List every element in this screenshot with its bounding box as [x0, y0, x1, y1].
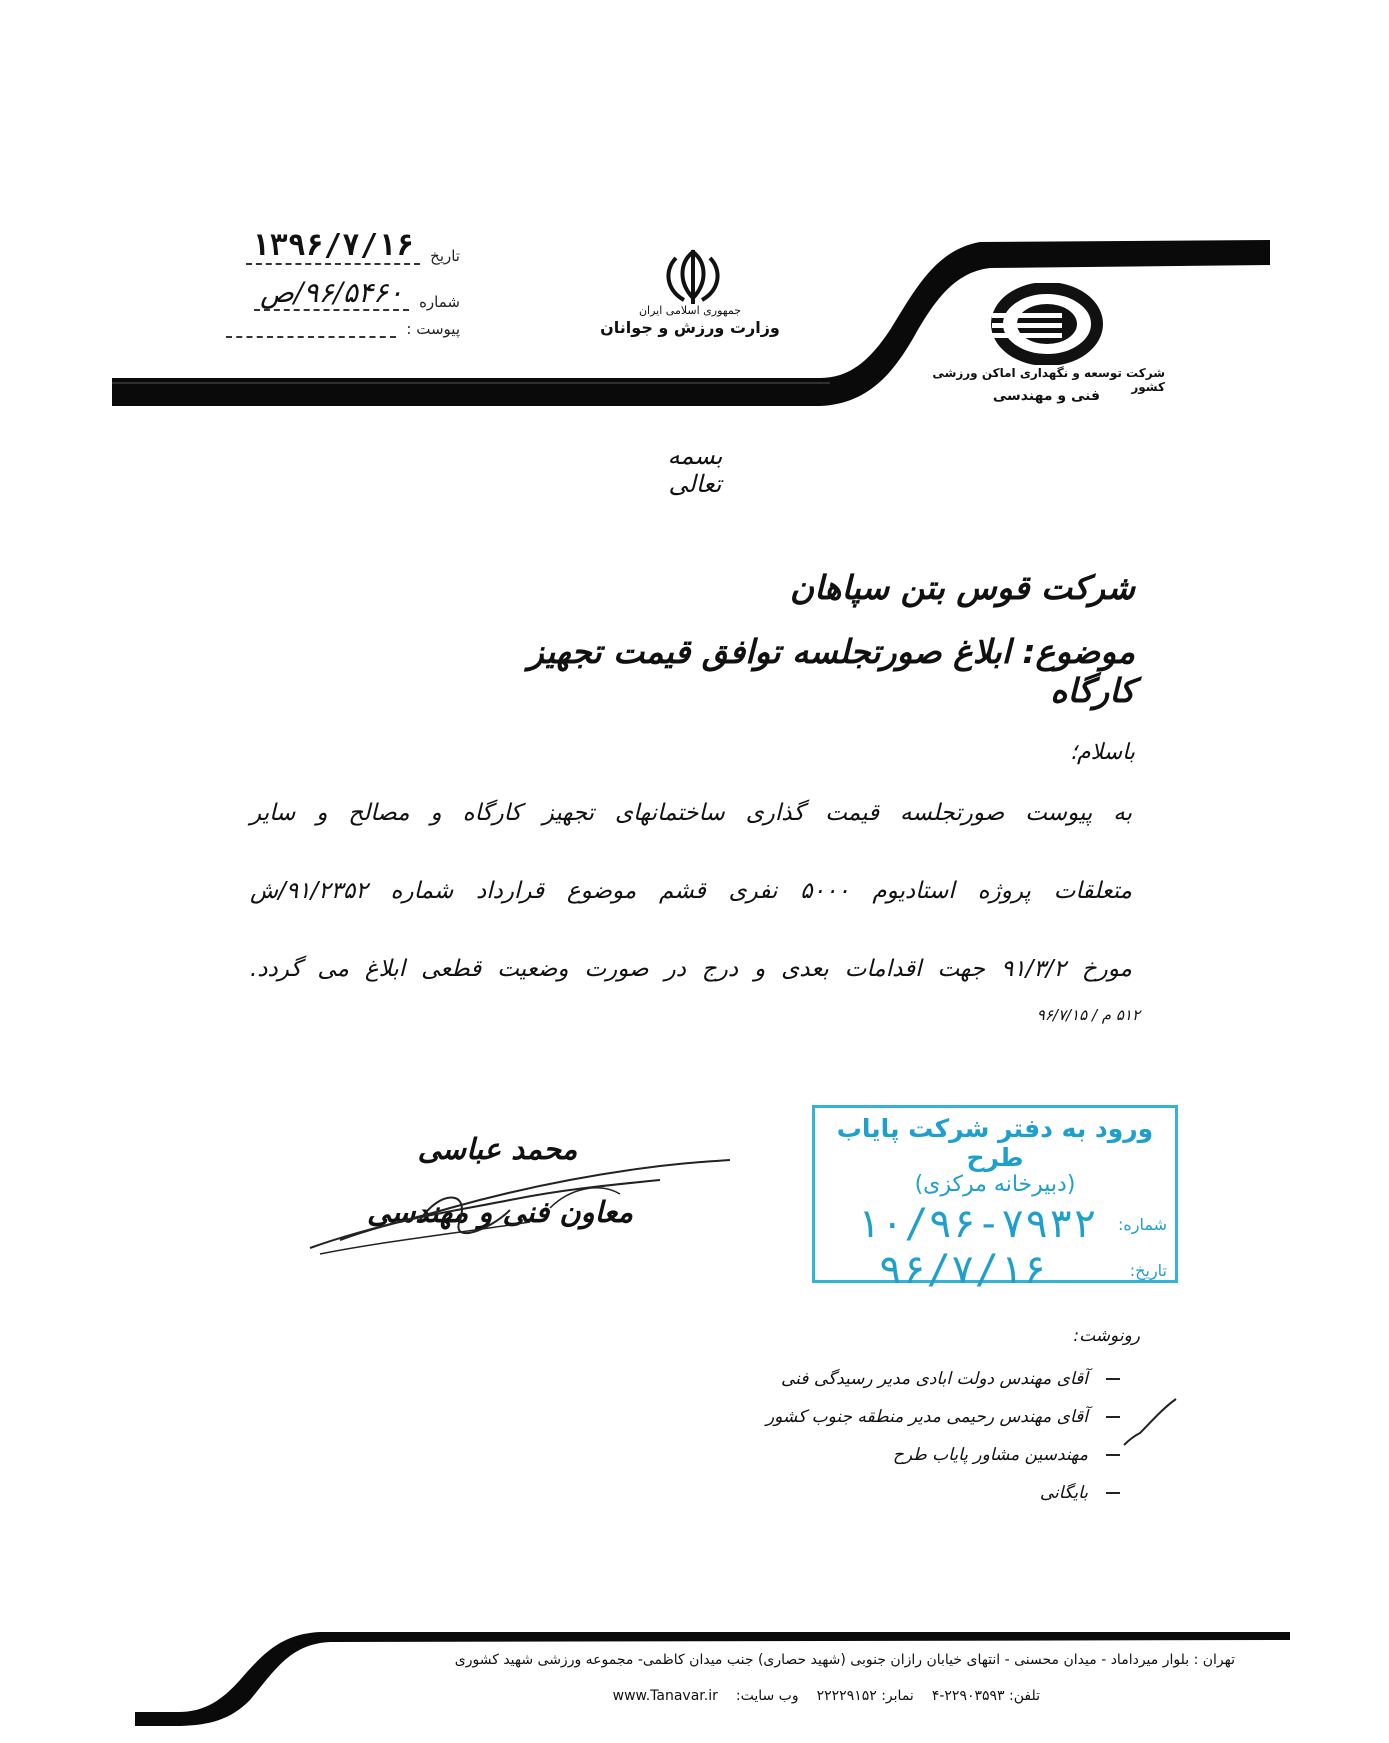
header-band	[0, 0, 1389, 420]
footer-address: تهران : بلوار میرداماد - میدان محسنی - انتهای خیابان رازان جنوبی (شهید حصاری) جنب میدان کاظمی- مجموعه ورزشی شهید کشوری	[454, 1652, 1235, 1668]
recipient: شرکت قوس بتن سپاهان	[789, 568, 1135, 607]
list-bullet	[1106, 1492, 1120, 1494]
body-line-3: مورخ ۹۱/۳/۲ جهت اقدامات بعدی و درج در صورت وضعیت قطعی ابلاغ می گردد.	[250, 956, 1132, 982]
bismillah: بسمه تعالی	[667, 442, 723, 498]
number-field	[175, 276, 460, 311]
reference-note: ۵۱۲ م / ۹۶/۷/۱۵	[1036, 1006, 1140, 1024]
list-item	[700, 1360, 1120, 1398]
footer-fax: نمابر: ۲۲۲۲۹۱۵۲	[816, 1688, 914, 1704]
number-label: شماره	[419, 293, 460, 311]
stamp-subtitle: (دبیرخانه مرکزی)	[914, 1172, 1076, 1197]
greeting: باسلام؛	[1069, 740, 1135, 765]
cc-title: رونوشت:	[1073, 1326, 1140, 1346]
stamp-date-row	[815, 1247, 1175, 1293]
check-mark-icon	[1120, 1395, 1180, 1450]
list-item	[700, 1398, 1120, 1436]
date-label: تاریخ	[430, 247, 460, 265]
company-name: شرکت توسعه و نگهداری اماکن ورزشی کشور	[932, 366, 1165, 394]
attachment-field	[205, 320, 460, 338]
republic-label: جمهوری اسلامی ایران	[638, 304, 742, 317]
cc-item-2: آقای مهندس رحیمی مدیر منطقه جنوب کشور	[765, 1407, 1088, 1427]
company-department: فنی و مهندسی	[992, 388, 1100, 404]
signer-title: معاون فنی و مهندسی	[366, 1195, 634, 1229]
footer-contact	[520, 1688, 1040, 1704]
company-logo-icon	[990, 283, 1104, 365]
footer-website-label: وب سایت:	[735, 1688, 799, 1704]
subject: موضوع: ابلاغ صورتجلسه توافق قیمت تجهیز کارگاه	[527, 632, 1135, 710]
list-bullet	[1106, 1416, 1120, 1418]
attachment-blank	[226, 322, 396, 338]
received-stamp	[812, 1105, 1178, 1293]
date-field	[175, 228, 460, 265]
body-line-2: متعلقات پروژه استادیوم ۵۰۰۰ نفری قشم موضوع قرارداد شماره ۹۱/۲۳۵۲/ش	[250, 878, 1133, 904]
stamp-number-row	[815, 1201, 1175, 1247]
stamp-date-label: تاریخ:	[1129, 1260, 1167, 1280]
footer-phone: تلفن: ۲۲۹۰۳۵۹۳-۴	[931, 1688, 1040, 1704]
list-item	[700, 1474, 1120, 1512]
list-item	[700, 1436, 1120, 1474]
list-bullet	[1106, 1378, 1120, 1380]
stamp-title: ورود به دفتر شرکت پایاب طرح	[836, 1114, 1154, 1172]
cc-list	[700, 1360, 1120, 1512]
cc-item-1: آقای مهندس دولت ابادی مدیر رسیدگی فنی	[780, 1369, 1088, 1389]
cc-item-4: بایگانی	[1039, 1483, 1088, 1503]
number-value: ۹۶/۵۴۶۰/ص	[254, 276, 409, 311]
body-line-1: به پیوست صورتجلسه قیمت گذاری ساختمانهای تجهیز کارگاه و مصالح و سایر	[250, 800, 1132, 826]
footer-band	[0, 1600, 1389, 1743]
ministry-name: وزارت ورزش و جوانان	[600, 318, 780, 337]
cc-item-3: مهندسین مشاور پایاب طرح	[892, 1445, 1088, 1465]
stamp-number-value: ۱۰/۹۶-۷۹۳۲	[856, 1201, 1097, 1247]
handwritten-signature	[300, 1150, 740, 1260]
attachment-label: پیوست :	[406, 320, 460, 338]
footer-website-link[interactable]: www.Tanavar.ir	[612, 1688, 718, 1704]
date-value: ۱۳۹۶/۷/۱۶	[246, 228, 421, 265]
stamp-date-value: ۹۶/۷/۱۶	[878, 1247, 1047, 1293]
iran-emblem-icon	[660, 248, 726, 306]
list-bullet	[1106, 1454, 1120, 1456]
stamp-number-label: شماره:	[1117, 1214, 1167, 1234]
signer-name: محمد عباسی	[417, 1132, 578, 1166]
